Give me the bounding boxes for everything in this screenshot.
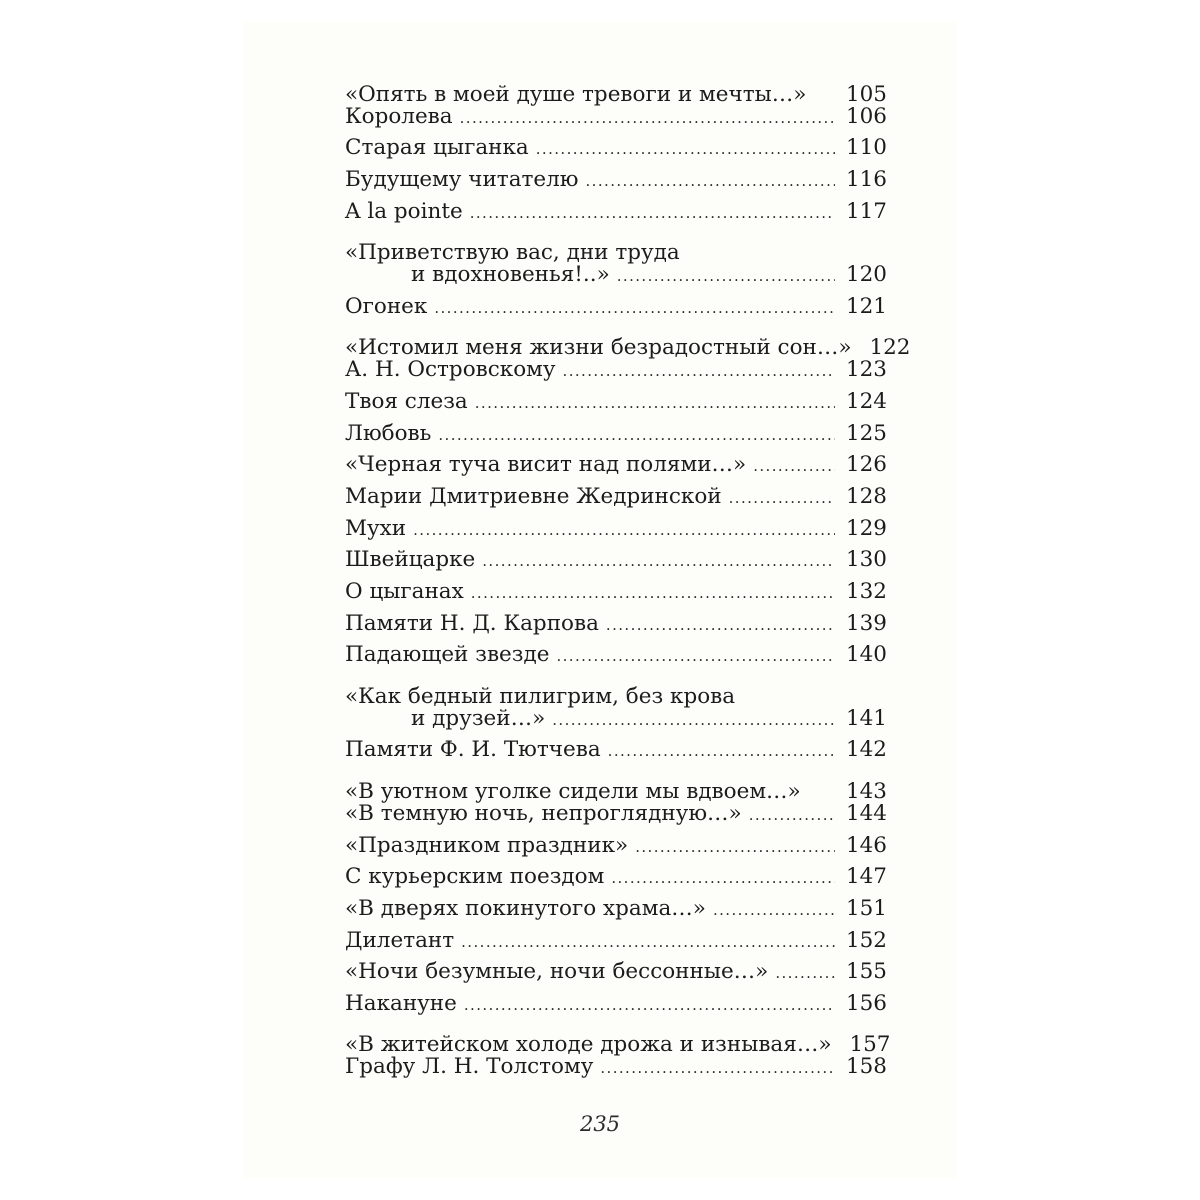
toc-entry-page: 132 <box>845 579 887 604</box>
dot-leader <box>617 259 835 291</box>
dot-leader <box>635 830 835 862</box>
toc-entry <box>345 608 887 640</box>
dot-leader <box>586 164 835 196</box>
toc-entry-page: 121 <box>845 293 887 319</box>
dot-leader <box>464 988 835 1020</box>
dot-leader <box>729 481 835 513</box>
toc-entry-title: Швейцарке <box>345 547 476 573</box>
dot-leader <box>749 798 835 830</box>
dot-leader <box>475 386 835 418</box>
toc-entry-page: 110 <box>845 135 887 161</box>
dot-leader <box>600 1051 835 1083</box>
toc-entry-title: Огонек <box>345 293 428 319</box>
toc-entry <box>345 196 887 228</box>
dot-leader <box>713 893 835 925</box>
toc-entry-page: 146 <box>845 832 887 858</box>
dot-leader <box>482 544 835 576</box>
dot-leader <box>552 703 835 735</box>
toc-entry <box>345 734 887 766</box>
toc-entry <box>345 323 911 361</box>
dot-leader <box>438 418 835 450</box>
toc-entry-title: «В темную ночь, непроглядную…» <box>345 800 742 826</box>
toc-entry-page: 129 <box>845 515 887 541</box>
page-number: 235 <box>579 1112 621 1136</box>
toc-entry <box>345 132 887 164</box>
toc-entry-page: 143 <box>845 778 887 804</box>
toc-entry <box>345 291 887 323</box>
toc-entry-page: 130 <box>845 547 887 573</box>
toc-entry <box>345 671 887 709</box>
toc-entry-title: Падающей звезде <box>345 642 550 668</box>
dot-leader <box>775 956 835 988</box>
toc-entry <box>345 893 887 925</box>
dot-leader <box>606 608 835 640</box>
toc-entry-title: A la pointe <box>345 198 463 224</box>
toc-entry <box>345 481 887 513</box>
toc-entry-page: 142 <box>845 737 887 763</box>
toc-entry-title: Графу Л. Н. Толстому <box>345 1054 594 1080</box>
toc-entry-page: 117 <box>845 198 887 224</box>
toc-entry-title: Любовь <box>345 420 432 446</box>
dot-leader <box>460 101 835 133</box>
dot-leader <box>470 196 835 228</box>
toc-entry <box>345 1051 887 1083</box>
toc-entry <box>345 418 887 450</box>
toc-entry-title: «Праздником праздник» <box>345 832 629 858</box>
toc-entry-page: 123 <box>845 357 887 383</box>
toc-entry-title: «В житейском холоде дрожа и изнывая…» <box>345 1032 832 1058</box>
toc-entry-title: «Опять в моей душе тревоги и мечты…» <box>345 81 807 107</box>
toc-entry-page: 140 <box>845 642 887 668</box>
dot-leader <box>471 576 835 608</box>
toc-entry <box>345 925 887 957</box>
toc-entry-title: и друзей…» <box>411 705 546 731</box>
dot-leader <box>813 69 835 101</box>
toc-entry-page: 120 <box>845 262 887 288</box>
toc-entry <box>345 766 887 804</box>
toc-entry-title: и вдохновенья!..» <box>411 262 610 288</box>
dot-leader <box>608 734 835 766</box>
toc-entry <box>345 830 887 862</box>
toc-entry-title: Мухи <box>345 515 407 541</box>
toc-entry-title: Королева <box>345 103 453 129</box>
toc-entry-title: «Приветствую вас, дни труда <box>345 240 680 266</box>
toc-entry-title: А. Н. Островскому <box>345 357 556 383</box>
toc-entry-page: 122 <box>869 335 911 361</box>
toc-entry-title: Накануне <box>345 990 457 1016</box>
toc-entry-page: 151 <box>845 895 887 921</box>
toc-entry-page: 155 <box>845 959 887 985</box>
toc-entry-title: Марии Дмитриевне Жедринской <box>345 483 722 509</box>
toc-entry <box>345 164 887 196</box>
toc-entry-title: О цыганах <box>345 579 464 604</box>
toc-entry <box>345 354 887 386</box>
toc-entry <box>345 386 887 418</box>
toc-entry-page: 144 <box>845 800 887 826</box>
toc-entry-title: «В дверях покинутого храма…» <box>345 895 706 921</box>
toc-entry <box>345 576 887 608</box>
toc-entry <box>345 639 887 671</box>
toc-entry-title: Памяти Н. Д. Карпова <box>345 610 599 636</box>
dot-leader <box>461 925 835 957</box>
toc-entry-page: 124 <box>845 388 887 414</box>
toc-entry-continuation <box>345 703 887 735</box>
toc-entry <box>345 101 887 133</box>
toc-entry <box>345 69 887 107</box>
toc-entry-title: «В уютном уголке сидели мы вдвоем…» <box>345 778 801 804</box>
toc-entry-page: 125 <box>845 420 887 446</box>
toc-entry <box>345 227 887 266</box>
toc-entry-page: 105 <box>845 81 887 107</box>
toc-entry-title: Старая цыганка <box>345 135 529 161</box>
toc-entry-title: «Истомил меня жизни безрадостный сон…» <box>345 335 852 361</box>
table-of-contents <box>345 69 911 1083</box>
dot-leader <box>536 132 835 164</box>
toc-entry-page: 116 <box>845 167 887 193</box>
toc-entry-page: 126 <box>845 452 887 478</box>
toc-entry <box>345 988 887 1020</box>
toc-entry-title: С курьерским поездом <box>345 864 605 890</box>
dot-leader <box>808 766 835 798</box>
dot-leader <box>753 449 835 481</box>
toc-entry-page: 156 <box>845 990 887 1016</box>
toc-entry-title: «Черная туча висит над полями…» <box>345 452 747 478</box>
toc-entry-page: 106 <box>845 103 887 129</box>
toc-entry-page: 141 <box>845 705 887 731</box>
toc-entry <box>345 861 887 893</box>
toc-entry <box>345 1020 891 1058</box>
toc-entry-title: Твоя слеза <box>345 388 468 414</box>
dot-leader <box>563 354 835 386</box>
toc-entry-title: «Как бедный пилигрим, без крова <box>345 683 736 709</box>
toc-entry-page: 158 <box>845 1054 887 1080</box>
toc-entry-title: Будущему читателю <box>345 167 579 193</box>
dot-leader <box>742 671 835 703</box>
toc-entry-title: Памяти Ф. И. Тютчева <box>345 737 601 763</box>
toc-entry <box>345 956 887 988</box>
dot-leader <box>611 861 835 893</box>
toc-entry-title: «Ночи безумные, ночи бессонные…» <box>345 959 769 985</box>
dot-leader <box>434 291 835 323</box>
toc-entry-page: 128 <box>845 483 887 509</box>
toc-entry-title: Дилетант <box>345 927 455 953</box>
dot-leader <box>556 639 835 671</box>
toc-entry-page: 152 <box>845 927 887 953</box>
toc-entry-page: 139 <box>845 610 887 636</box>
toc-entry-page: 147 <box>845 864 887 890</box>
toc-entry-continuation <box>345 259 887 291</box>
toc-entry <box>345 544 887 576</box>
toc-entry <box>345 513 887 545</box>
toc-entry <box>345 449 887 481</box>
dot-leader <box>687 227 835 259</box>
toc-entry-page: 157 <box>849 1032 891 1058</box>
dot-leader <box>413 513 835 545</box>
toc-entry <box>345 798 887 830</box>
